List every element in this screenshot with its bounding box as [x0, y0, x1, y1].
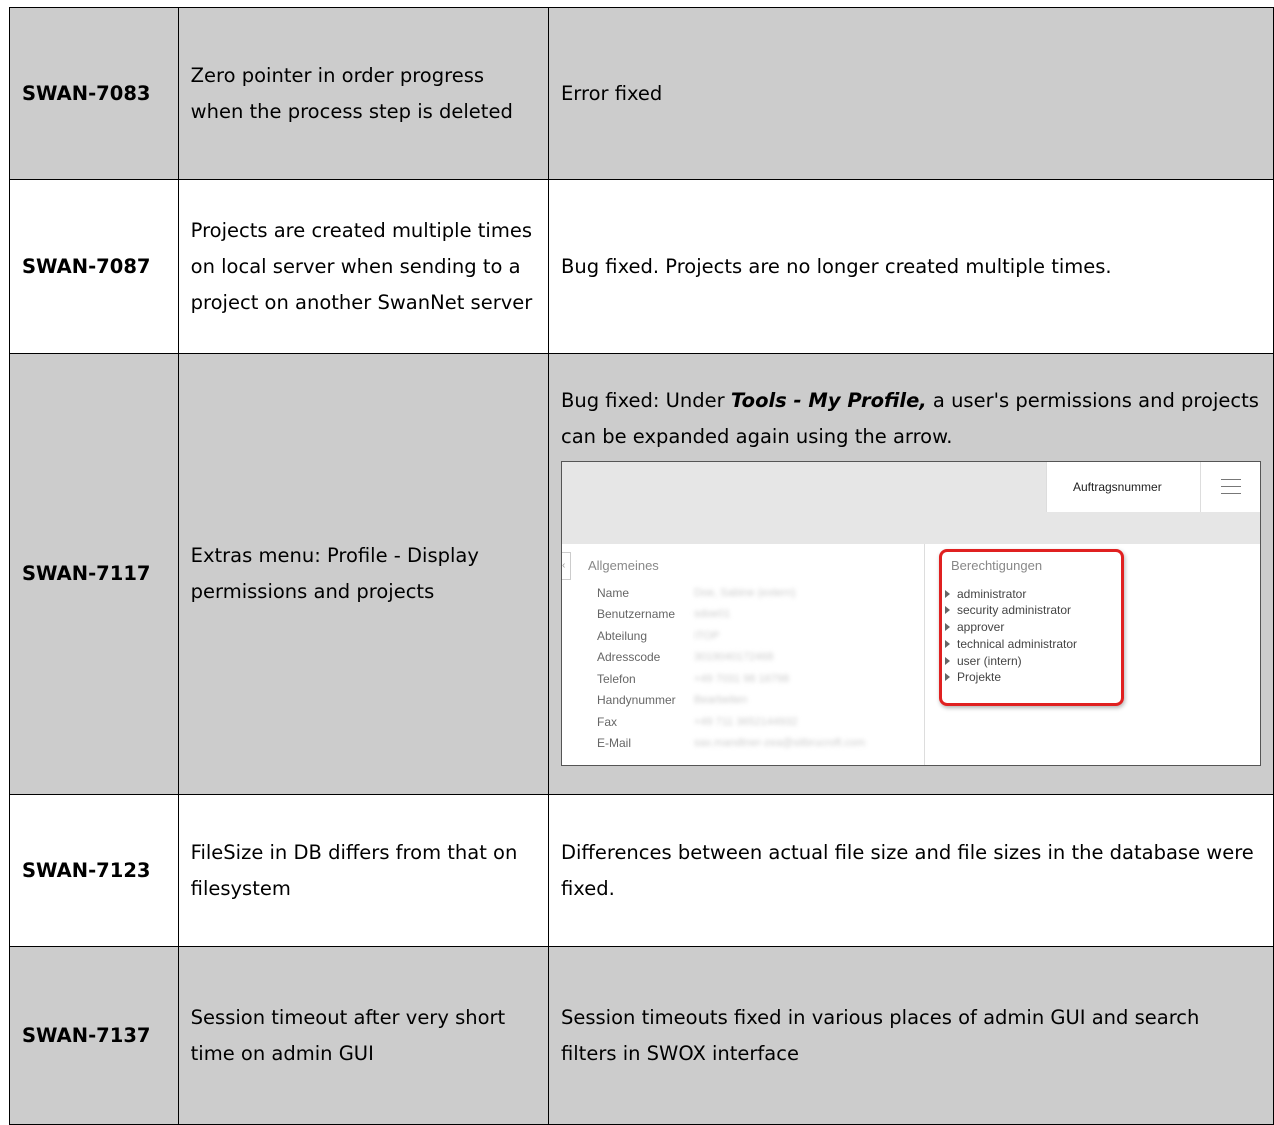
- permission-item[interactable]: technical administrator: [945, 636, 1077, 653]
- permission-item[interactable]: Projekte: [945, 669, 1077, 686]
- table-row: [10, 180, 1274, 354]
- permission-item[interactable]: user (intern): [945, 653, 1077, 670]
- issue-description: Session timeout after very short time on admin GUI: [178, 947, 548, 1125]
- release-notes-table: [9, 7, 1274, 1125]
- fix-description: Error fixed: [548, 8, 1273, 180]
- field-value: Bearbeiten: [693, 694, 748, 706]
- issue-id: SWAN-7117: [10, 354, 179, 795]
- issue-id: SWAN-7083: [10, 8, 179, 180]
- field-label: Adresscode: [596, 650, 661, 664]
- issue-id: SWAN-7137: [10, 947, 179, 1125]
- issue-description: Extras menu: Profile - Display permissions and projects: [178, 354, 548, 795]
- fix-description: Bug fixed. Projects are no longer created multiple times.: [548, 180, 1273, 354]
- field-value: ITOP: [693, 629, 720, 642]
- table-row: [10, 8, 1274, 180]
- field-value: +49 711 3652144932: [693, 715, 798, 728]
- field-value: 3019040172468: [693, 651, 774, 663]
- issue-id: SWAN-7123: [10, 795, 179, 947]
- table-row: [10, 947, 1274, 1125]
- field-label: Telefon: [596, 671, 636, 686]
- permission-item[interactable]: approver: [945, 619, 1077, 636]
- field-value: sax.mandtner-zea@sitbrucroft.com: [693, 737, 866, 749]
- field-label: Name: [596, 585, 629, 600]
- hamburger-menu-icon: [1200, 462, 1261, 512]
- fix-cell: [548, 354, 1273, 795]
- issue-id: SWAN-7087: [10, 180, 179, 354]
- issue-description: Projects are created multiple times on local server when sending to a project on another SwanNet server: [178, 180, 548, 354]
- field-value: Doe, Sabine (extern): [693, 586, 796, 599]
- fix-description: Differences between actual file size and file sizes in the database were fixed.: [548, 795, 1273, 947]
- field-label: E-Mail: [596, 736, 631, 750]
- field-label: Fax: [596, 714, 617, 729]
- field-label: Abteilung: [596, 628, 648, 643]
- menu-path: Tools - My Profile,: [730, 388, 927, 412]
- panel-divider: [924, 544, 925, 765]
- permissions-section-title: Berechtigungen: [950, 557, 1043, 573]
- general-section-title: Allgemeines: [587, 557, 659, 573]
- fix-description: Session timeouts fixed in various places of admin GUI and search filters in SWOX interface: [548, 947, 1273, 1125]
- field-value: sdoe01: [693, 608, 731, 620]
- issue-description: Zero pointer in order progress when the process step is deleted: [178, 8, 548, 180]
- permission-item[interactable]: administrator: [945, 586, 1077, 603]
- fix-description: [561, 383, 1261, 455]
- issue-description: FileSize in DB differs from that on filesystem: [178, 795, 548, 947]
- profile-screenshot: [561, 461, 1261, 766]
- table-row: [10, 354, 1274, 795]
- table-row: [10, 795, 1274, 947]
- permission-item[interactable]: security administrator: [945, 602, 1077, 619]
- fix-text-suffix: a user's permissions and projects can be expanded again using the arrow.: [560, 388, 1259, 448]
- field-label: Handynummer: [596, 693, 676, 707]
- field-value: +49 7031 98 16798: [693, 672, 790, 685]
- highlight-box: [939, 549, 1124, 706]
- order-number-field: Auftragsnummer: [1046, 462, 1200, 512]
- fix-text-prefix: Bug fixed: Under: [560, 388, 731, 412]
- field-label: Benutzername: [596, 607, 676, 621]
- collapse-handle: ‹: [562, 552, 571, 580]
